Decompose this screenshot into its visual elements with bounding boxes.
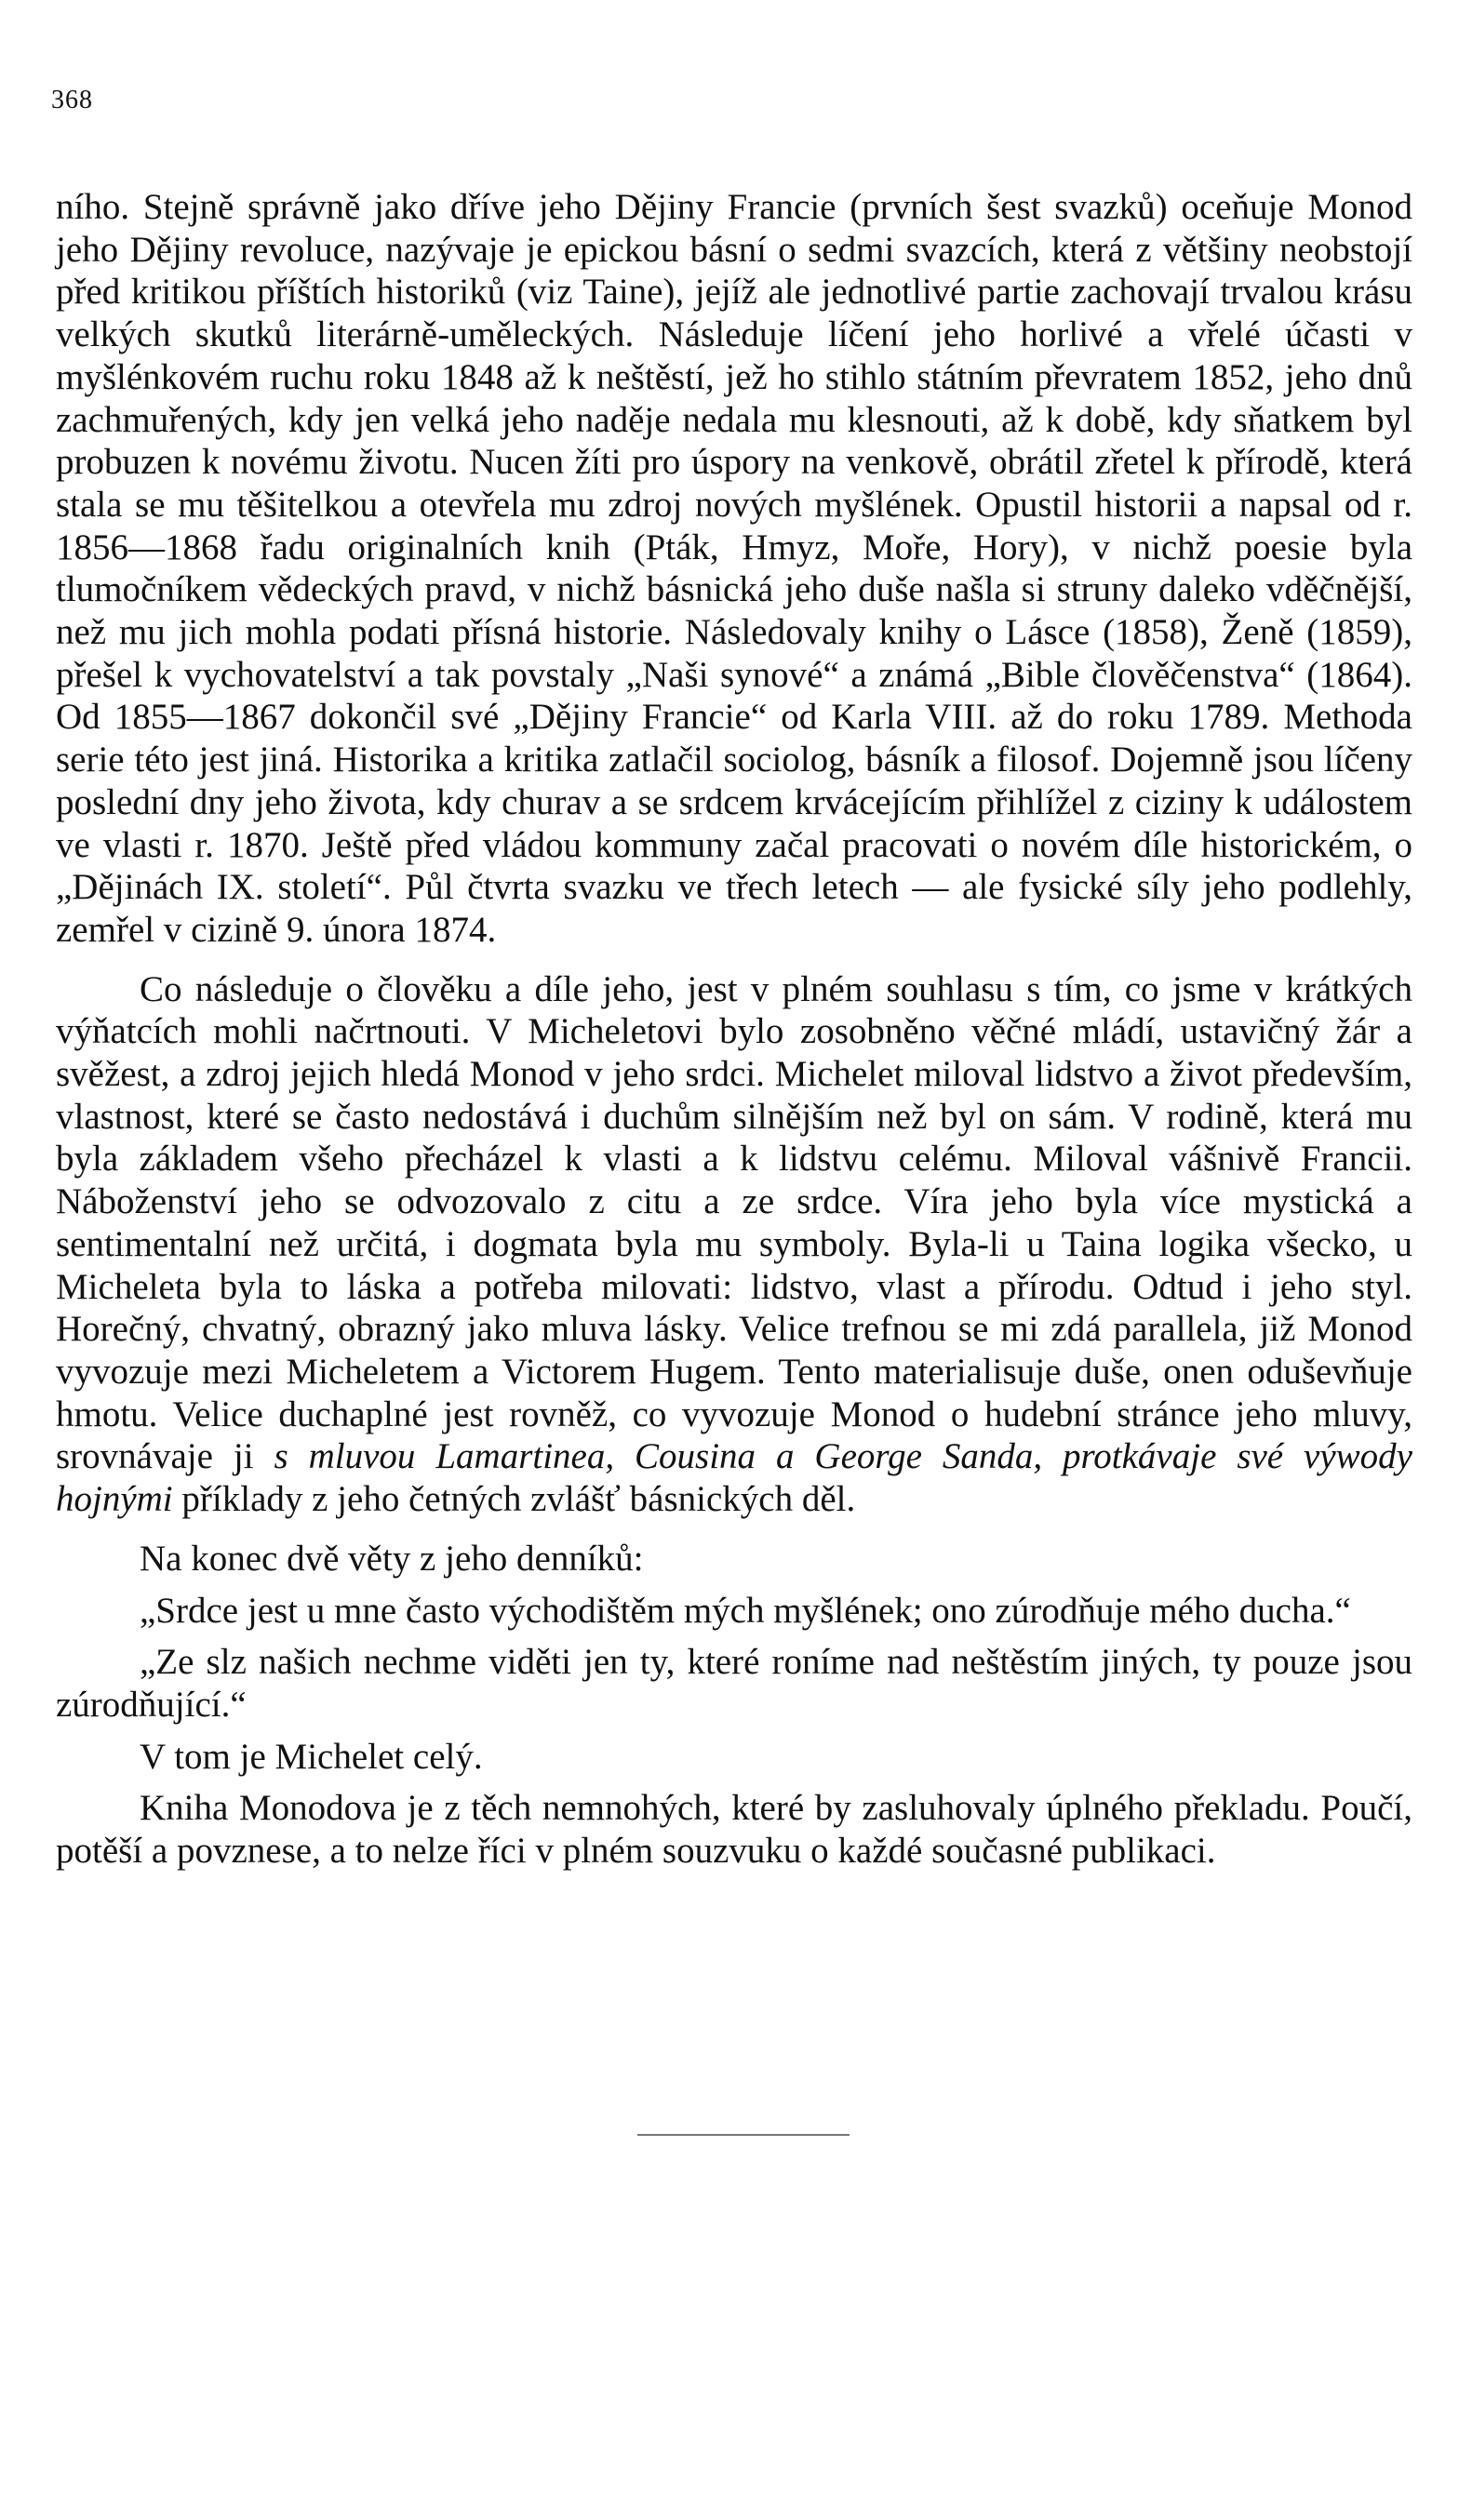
paragraph (56, 968, 1412, 1521)
section-divider (637, 2134, 850, 2136)
paragraph-tail-text: příklady z jeho četných zvlášť básnických děl. (181, 1479, 856, 1520)
page-number: 368 (51, 86, 93, 114)
paragraph: V tom je Michelet celý. (140, 1736, 483, 1777)
paragraph: Na konec dvě věty z jeho denníků: (140, 1538, 644, 1579)
diary-quote: „Ze slz našich nechme viděti jen ty, které roníme nad neštěstím jiných, ty pouze jsou zúrodňující.“ (56, 1642, 1412, 1725)
paragraph-main-text: Co následuje o člověku a díle jeho, jest v plném souhlasu s tím, co jsme v krátkých výňatcích mohli načrtnouti. V Micheletovi bylo zosobněno věčné mládí, ustavičný žár a svěžest, a zdroj jejich hledá Monod v jeho srdci. Michelet miloval lidstvo a život především, vlastnost, které se často nedostává i duchům silnějším než byl on sám. V rodině, která mu byla základem všeho přecházel k vlasti a k lidstvu celému. Miloval vášnivě Francii. Náboženství jeho se odvozovalo z citu a ze srdce. Víra jeho byla více mystická a sentimentalní než určitá, i dogmata byla mu symboly. Byla-li u Taina logika všecko, u Micheleta byla to láska a potřeba milovati: lidstvo, vlast a přírodu. Odtud i jeho styl. Horečný, chvatný, obrazný jako mluva lásky. Velice trefnou se mi zdá parallela, již Monod vyvozuje mezi Micheletem a Victorem Hugem. Tento materialisuje duše, onen oduševňuje hmotu. Velice duchaplné jest rovněž, co vyvozuje Monod o hudební stránce jeho mluvy, srovnávaje ji (56, 968, 1412, 1477)
paragraph: Kniha Monodova je z těch nemnohých, které by zasluhovaly úplného překladu. Poučí, potěší a povznese, a to nelze říci v plném souzvuku o každé současné publikaci. (56, 1788, 1412, 1872)
body-text (56, 186, 1412, 1873)
paragraph: ního. Stejně správně jako dříve jeho Dějiny Francie (prvních šest svazků) oceňuje Monod jeho Dějiny revoluce, nazývaje je epickou básní o sedmi svazcích, která z většiny neobstojí před kritikou příštích historiků (viz Taine), jejíž ale jednotlivé partie zachovají trvalou krásu velkých skutků literárně-uměleckých. Následuje líčení jeho horlivé a vřelé účasti v myšlénkovém ruchu roku 1848 až k neštěstí, jež ho stihlo státním převratem 1852, jeho dnů zachmuřených, kdy jen velká jeho naděje nedala mu klesnouti, až k době, kdy sňatkem byl probuzen k novému životu. Nucen žíti pro úspory na venkově, obrátil zřetel k přírodě, která stala se mu těšitelkou a otevřela mu zdroj nových myšlének. Opustil historii a napsal od r. 1856—1868 řadu originalních knih (Pták, Hmyz, Moře, Hory), v nichž poesie byla tlumočníkem vědeckých pravd, v nichž básnická jeho duše našla si struny daleko vděčnější, než mu jich mohla podati přísná historie. Následovaly knihy o Lásce (1858), Ženě (1859), přešel k vychovatelství a tak povstaly „Naši synové“ a známá „Bible člověčenstva“ (1864). Od 1855—1867 dokončil své „Dějiny Francie“ od Karla VIII. až do roku 1789. Methoda serie této jest jiná. Historika a kritika zatlačil sociolog, básník a filosof. Dojemně jsou líčeny poslední dny jeho života, kdy churav a se srdcem krvácejícím přihlížel z ciziny k událostem ve vlasti r. 1870. Ještě před vládou kommuny začal pracovati o novém díle historickém, o „Dějinách IX. století“. Půl čtvrta svazku ve třech letech — ale fysické síly jeho podlehly, zemřel v cizině 9. února 1874. (56, 187, 1412, 950)
italic-phrase: s mluvou Lamartinea, Cousina a George Sanda, protkávaje své výwody hojnými (56, 1436, 1412, 1520)
diary-quote: „Srdce jest u mne často východištěm mých myšlének; ono zúrodňuje mého ducha.“ (140, 1590, 1351, 1631)
